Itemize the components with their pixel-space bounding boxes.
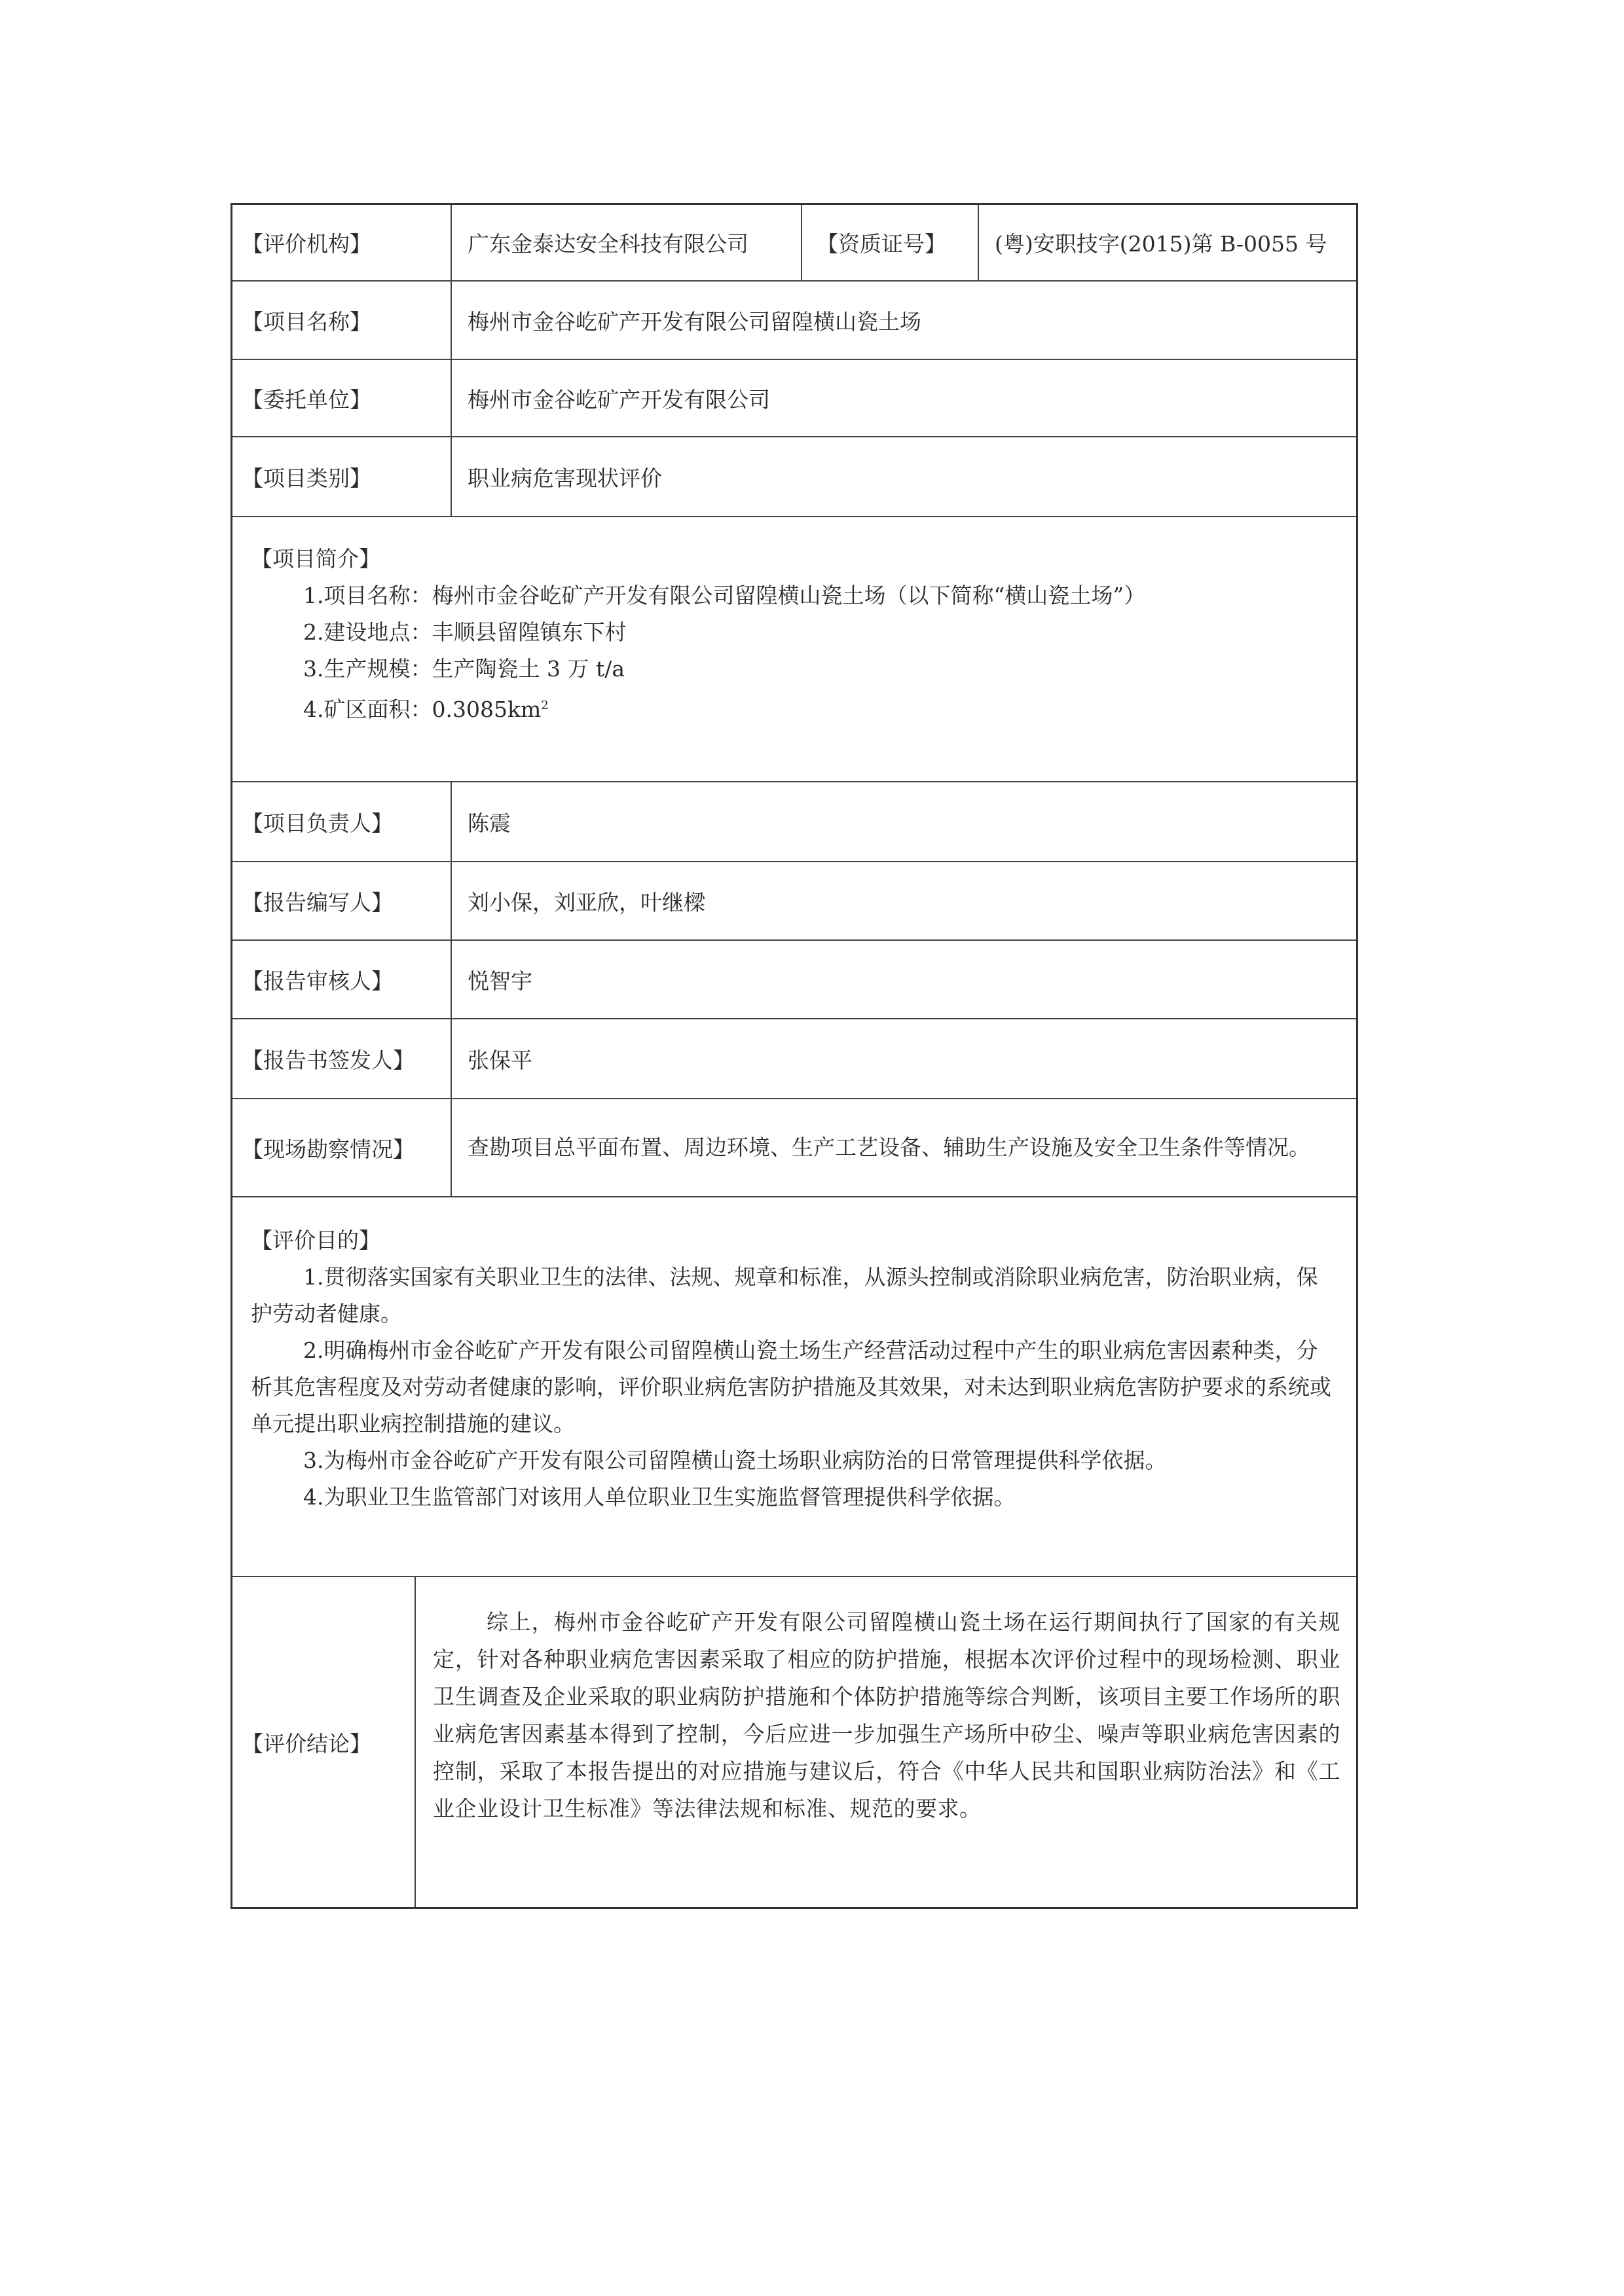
purpose-heading: 【评价目的】 (251, 1228, 380, 1253)
intro-block (232, 517, 1356, 781)
client-row (232, 360, 1356, 437)
intro-item: 3.生产规模：生产陶瓷土 3 万 t/a (303, 656, 625, 682)
cert-label: 【资质证号】 (802, 205, 979, 280)
client-value: 梅州市金谷屹矿产开发有限公司 (468, 386, 770, 412)
leader-row (232, 782, 1356, 862)
writers-label: 【报告编写人】 (232, 862, 452, 939)
org-label: 【评价机构】 (232, 205, 452, 280)
org-value: 广东金泰达安全科技有限公司 (452, 205, 802, 280)
area-superscript: 2 (541, 699, 549, 712)
reviewer-row (232, 941, 1356, 1019)
survey-label: 【现场勘察情况】 (232, 1099, 452, 1196)
category-value: 职业病危害现状评价 (468, 465, 662, 491)
conclusion-label: 【评价结论】 (232, 1577, 416, 1907)
purpose-item: 1.贯彻落实国家有关职业卫生的法律、法规、规章和标准，从源头控制或消除职业病危害，防治职业病，保护劳动者健康。 (251, 1264, 1318, 1326)
intro-area-text: 4.矿区面积：0.3085km (303, 697, 542, 722)
issuer-row (232, 1019, 1356, 1099)
purpose-item: 2.明确梅州市金谷屹矿产开发有限公司留隍横山瓷土场生产经营活动过程中产生的职业病危害因素种类，分析其危害程度及对劳动者健康的影响，评价职业病危害防护措施及其效果，对未达到职业病危害防护要求的系统或单元提出职业病控制措施的建议。 (251, 1338, 1331, 1436)
category-row (232, 437, 1356, 517)
reviewer-value: 悦智宇 (468, 968, 532, 994)
issuer-value: 张保平 (468, 1047, 532, 1073)
survey-row (232, 1099, 1356, 1197)
evaluation-info-table (231, 203, 1358, 1909)
writers-value: 刘小保，刘亚欣，叶继樑 (468, 889, 705, 915)
org-row (232, 205, 1356, 282)
intro-row (232, 517, 1356, 782)
writers-row (232, 862, 1356, 941)
intro-heading: 【项目简介】 (251, 546, 380, 572)
conclusion-text: 综上，梅州市金谷屹矿产开发有限公司留隍横山瓷土场在运行期间执行了国家的有关规定，针对各种职业病危害因素采取了相应的防护措施，根据本次评价过程中的现场检测、职业卫生调查及企业采取的职业病防护措施和个体防护措施等综合判断，该项目主要工作场所的职业病危害因素基本得到了控制，今后应进一步加强生产场所中矽尘、噪声等职业病危害因素的控制，采取了本报告提出的对应措施与建议后，符合《中华人民共和国职业病防治法》和《工业企业设计卫生标准》等法律法规和标准、规范的要求。 (433, 1609, 1340, 1821)
client-label: 【委托单位】 (232, 360, 452, 436)
issuer-label: 【报告书签发人】 (232, 1019, 452, 1098)
leader-label: 【项目负责人】 (232, 782, 452, 861)
intro-item-area (251, 687, 1337, 728)
purpose-item: 3.为梅州市金谷屹矿产开发有限公司留隍横山瓷土场职业病防治的日常管理提供科学依据。 (303, 1448, 1167, 1473)
intro-item: 1.项目名称：梅州市金谷屹矿产开发有限公司留隍横山瓷土场（以下简称“横山瓷土场”） (303, 583, 1146, 608)
leader-value: 陈震 (468, 810, 511, 836)
category-label: 【项目类别】 (232, 437, 452, 516)
project-name-label: 【项目名称】 (232, 282, 452, 359)
survey-value: 查勘项目总平面布置、周边环境、生产工艺设备、辅助生产设施及安全卫生条件等情况。 (468, 1135, 1310, 1160)
conclusion-row (232, 1577, 1356, 1907)
purpose-item: 4.为职业卫生监管部门对该用人单位职业卫生实施监督管理提供科学依据。 (303, 1484, 1016, 1510)
intro-item: 2.建设地点：丰顺县留隍镇东下村 (303, 619, 627, 645)
cert-value: (粤)安职技字(2015)第 B-0055 号 (995, 231, 1327, 257)
conclusion-text-cell (416, 1577, 1356, 1907)
reviewer-label: 【报告审核人】 (232, 941, 452, 1018)
project-name-value: 梅州市金谷屹矿产开发有限公司留隍横山瓷土场 (468, 308, 921, 335)
purpose-block (232, 1197, 1356, 1576)
project-name-row (232, 282, 1356, 360)
purpose-row (232, 1197, 1356, 1577)
